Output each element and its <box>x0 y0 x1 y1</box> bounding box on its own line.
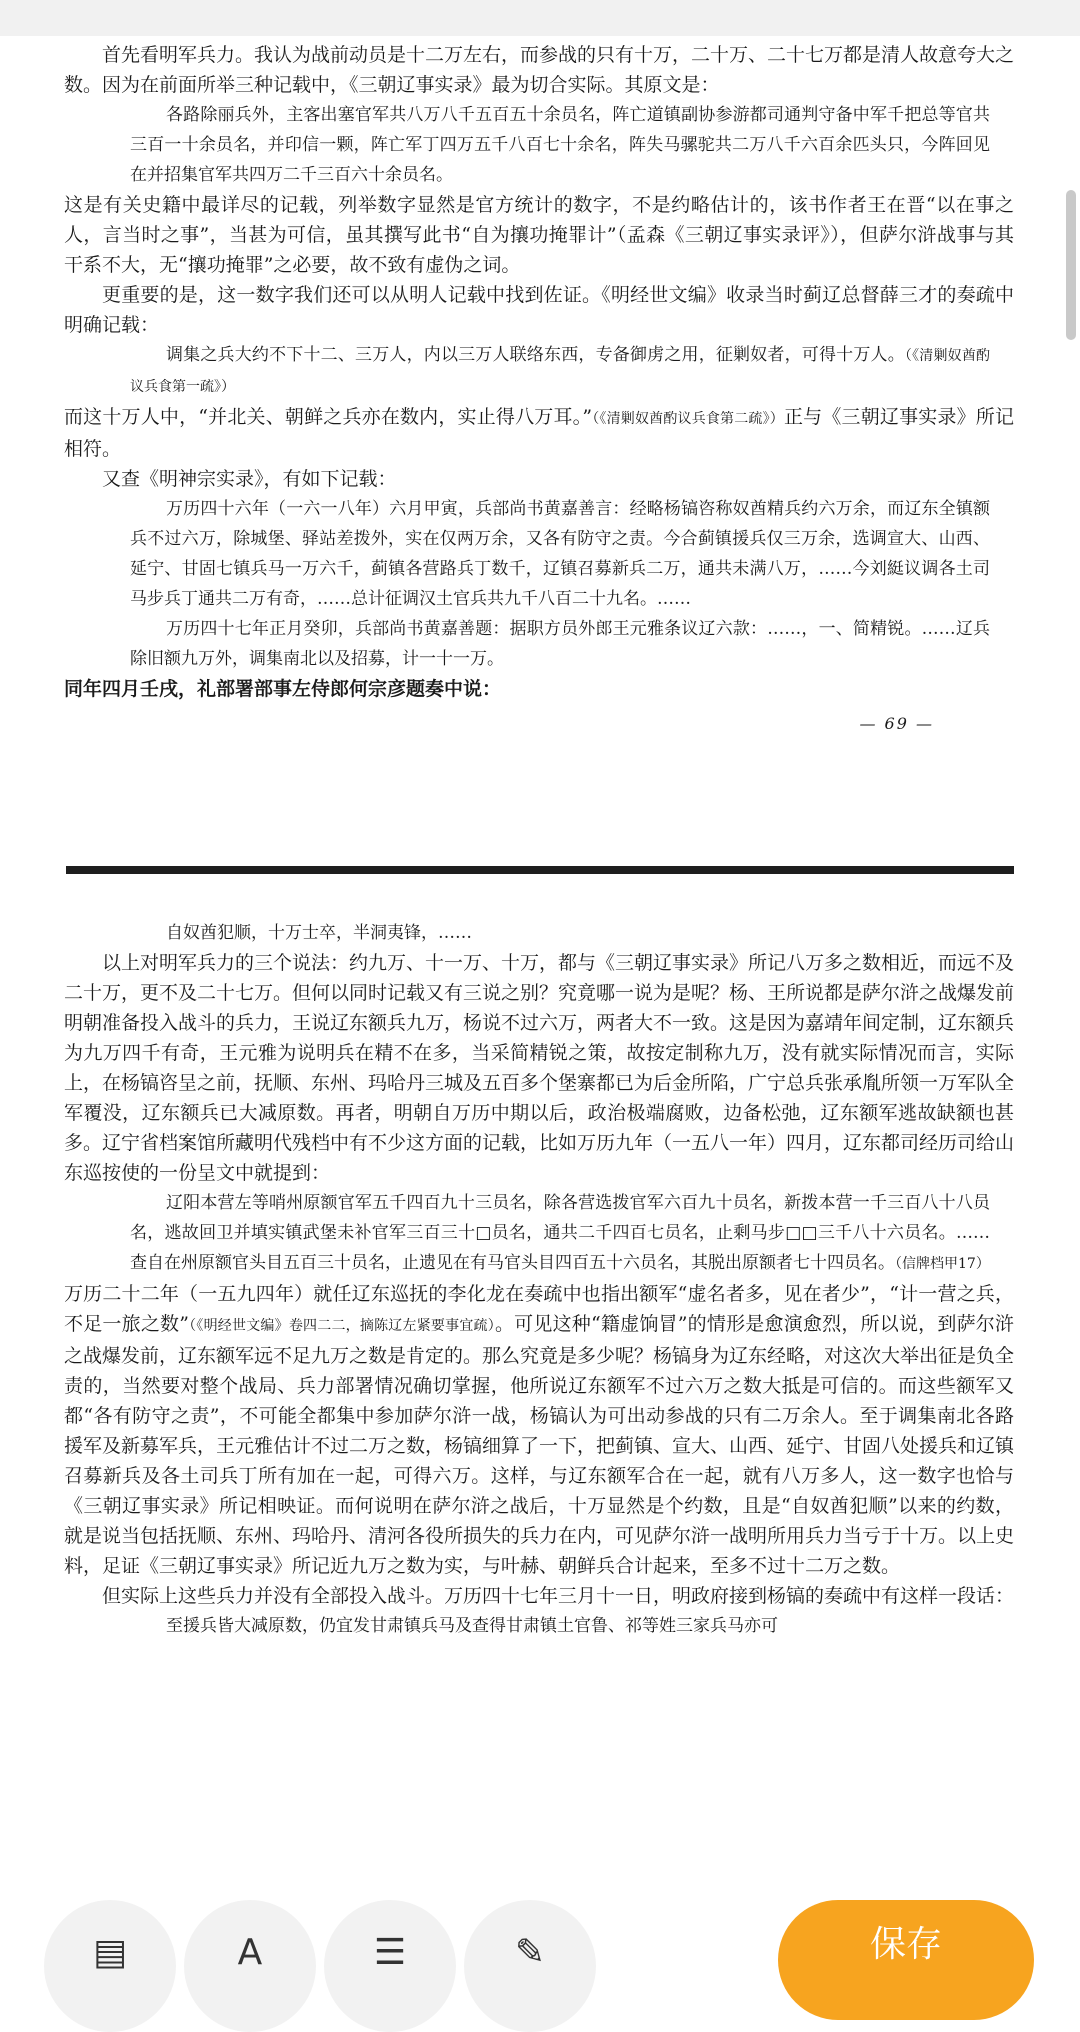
quote-text: 辽阳本营左等哨州原额官军五千四百九十三员名，除各营选拨官军六百九十员名，新拨本营一千三百八十八员名，逃故回卫并填实镇武堡未补官军三百三十□员名，通共二千四百七员名，止剩马步□□三千八十六员名。……查自在州原额官头目五百三十员名，止遗见在有马官头目四百五十六员名，其脱出原额者七十四员名。 <box>130 1193 990 1273</box>
paragraph: 以上对明军兵力的三个说法：约九万、十一万、十万，都与《三朝辽事实录》所记八万多之数相近，而远不及二十万，更不及二十七万。但何以同时记载又有三说之别？究竟哪一说为是呢？杨、王所说都是萨尔浒之战爆发前明朝准备投入战斗的兵力，王说辽东额兵九万，杨说不过六万，两者大不一致。这是因为嘉靖年间定制，辽东额兵为九万四千有奇，王元雅为说明兵在精不在多，当采简精锐之策，故按定制称九万，没有就实际情况而言，实际上，在杨镐咨呈之前，抚顺、东州、玛哈丹三城及五百多个堡寨都已为后金所陷，广宁总兵张承胤所领一万军队全军覆没，辽东额兵已大减原数。再者，明朝自万历中期以后，政治极端腐败，边备松弛，辽东额军逃故缺额也甚多。辽宁省档案馆所藏明代残档中有不少这方面的记载，比如万历九年（一五八一年）四月，辽东都司经历司给山东巡按使的一份呈文中就提到： <box>64 952 1015 1184</box>
paragraph: 同年四月壬戌，礼部署部事左侍郎何宗彦题奏中说： <box>64 678 502 700</box>
paragraph: 首先看明军兵力。我认为战前动员是十二万左右，而参战的只有十万，二十万、二十七万都是清人故意夸大之数。因为在前面所举三种记载中，《三朝辽事实录》最为切合实际。其原文是： <box>64 44 1015 96</box>
quote-text: 调集之兵大约不下十二、三万人，内以三万人联络东西，专备御虏之用，征剿奴者，可得十万人。 <box>166 345 905 365</box>
content-edge <box>0 1872 1080 1886</box>
quote-block: 万历四十七年正月癸卯，兵部尚书黄嘉善题：据职方员外郎王元雅条议辽六款：……，一、简精锐。……辽兵除旧额九万外，调集南北以及招募，计一十一万。 <box>130 619 990 669</box>
quote-block: 自奴酋犯顺，十万士卒，半洞夷锋，…… <box>166 923 472 943</box>
note-icon: ▤ <box>92 1932 127 1973</box>
page-divider <box>66 866 1014 874</box>
paragraph-text: 。可见这种“籍虚饷冒”的情形是愈演愈烈，所以说，到萨尔浒之战爆发前，辽东额军远不足九万之数是肯定的。那么究竟是多少呢？杨镐身为辽东经略，对这次大举出征是负全责的，当然要对整个战局、兵力部署情况确切掌握，他所说辽东额军不过六万之数大抵是可信的。而这些额军又都“各有防守之责”，不可能全都集中参加萨尔浒一战，杨镐认为可出动参战的只有二万余人。至于调集南北各路援军及新募军兵，王元雅估计不过二万之数，杨镐细算了一下，把蓟镇、宣大、山西、延宁、甘固八处援兵和辽镇召募新兵及各土司兵丁所有加在一起，可得六万。这样，与辽东额军合在一起，就有八万多人，这一数字也恰与《三朝辽事实录》所记相映证。而何说明在萨尔浒之战后，十万显然是个约数，且是“自奴酋犯顺”以来的约数，就是说当包括抚顺、东州、玛哈丹、清河各役所损失的兵力在内，可见萨尔浒一战明所用兵力当亏于十万。以上史料，足证《三朝辽事实录》所记近九万之数为实，与叶赫、朝鲜兵合计起来，至多不过十二万之数。 <box>64 1313 1015 1577</box>
paragraph <box>64 1279 1014 1581</box>
quote-block <box>130 1188 990 1279</box>
edit-button[interactable] <box>464 1900 596 2032</box>
paragraph-text: 而这十万人中，“并北关、朝鲜之兵亦在数内，实止得八万耳。” <box>64 406 593 428</box>
save-button[interactable]: 保存 <box>778 1900 1034 2020</box>
note-button[interactable] <box>44 1900 176 2032</box>
font-button[interactable] <box>184 1900 316 2032</box>
top-status-bar <box>0 0 1080 36</box>
document-page-69 <box>64 40 1014 733</box>
citation-note: （《清剿奴酋酌议兵食第二疏》） <box>592 411 784 427</box>
paragraph: 这是有关史籍中最详尽的记载，列举数字显然是官方统计的数字，不是约略估计的，该书作者王在晋“以在事之人，言当时之事”，当甚为可信，虽其撰写此书“自为攘功掩罪计”（孟森《三朝辽事实录评》），但萨尔浒战事与其干系不大，无“攘功掩罪”之必要，故不致有虚伪之词。 <box>64 194 1014 276</box>
edit-icon: ✎ <box>514 1932 546 1973</box>
paragraph-text: 正与《三朝辽事实录》所记相符。 <box>64 406 1014 460</box>
page-number: — 69 — <box>859 714 934 733</box>
quote-block: 各路除丽兵外，主客出塞官军共八万八千五百五十余员名，阵亡道镇副协参游都司通判守备中军千把总等官共三百一十余员名，并印信一颗，阵亡军丁四万五千八百七十余名，阵失马骡驼共二万八千六百余匹头只，今阵回见在并招集官军共四万二千三百六十余员名。 <box>130 105 990 185</box>
citation-note: （《清剿奴酋酌议兵食第一疏》） <box>130 348 991 395</box>
paragraph: 但实际上这些兵力并没有全部投入战斗。万历四十七年三月十一日，明政府接到杨镐的奏疏中有这样一段话： <box>102 1585 1015 1607</box>
scrollbar-thumb[interactable] <box>1066 190 1076 340</box>
paragraph-text: 万历二十二年（一五九四年）就任辽东巡抚的李化龙在奏疏中也指出额军“虚名者多，见在者少”，“计一营之兵，不足一旅之数” <box>64 1283 1014 1335</box>
paragraph: 又查《明神宗实录》，有如下记载： <box>102 468 397 490</box>
document-page-70 <box>64 918 1014 1641</box>
quote-block <box>130 340 990 402</box>
list-icon: ☰ <box>373 1932 407 1973</box>
paragraph <box>64 402 1014 464</box>
quote-block: 万历四十六年（一六一八年）六月甲寅，兵部尚书黄嘉善言：经略杨镐咨称奴酋精兵约六万余，而辽东全镇额兵不过六万，除城堡、驿站差拨外，实在仅两万余，又各有防守之责。今合蓟镇援兵仅三万余，选调宣大、山西、延宁、甘固七镇兵马一万六千，蓟镇各营路兵丁数千，辽镇召募新兵二万，通共未满八万，……今刘綎议调各土司马步兵丁通共二万有奇，……总计征调汉土官兵共九千八百二十九名。…… <box>130 499 990 609</box>
list-button[interactable] <box>324 1900 456 2032</box>
paragraph: 更重要的是，这一数字我们还可以从明人记载中找到佐证。《明经世文编》收录当时蓟辽总督薛三才的奏疏中明确记载： <box>64 284 1014 336</box>
citation-note: （信牌档甲17） <box>895 1256 990 1272</box>
quote-block: 至援兵皆大减原数，仍宜发甘肃镇兵马及查得甘肃镇土官鲁、祁等姓三家兵马亦可 <box>166 1616 778 1636</box>
bottom-toolbar <box>0 1886 1080 1973</box>
font-icon: A <box>237 1932 263 1973</box>
citation-note: （《明经世文编》卷四二二，摘陈辽左紧要事宜疏） <box>188 1318 495 1334</box>
